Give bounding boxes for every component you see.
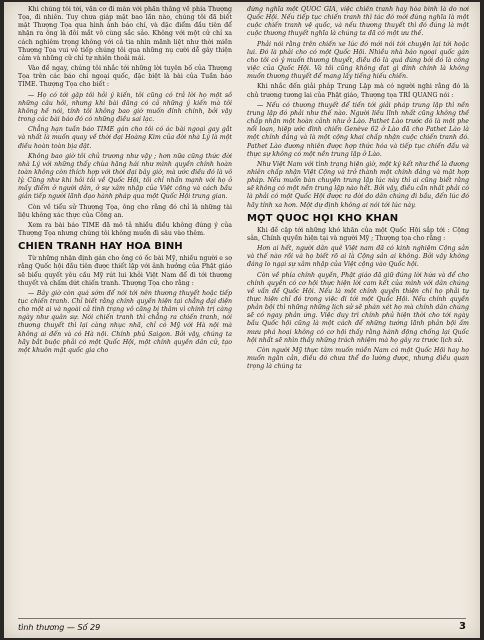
paragraph: Vào đề ngay, chúng tôi nhắc tới những lời tuyên bố của Thượng Tọa trên các báo chí ngoại quốc, đặc biệt là bài của Tuần báo TIME. Thượng Tọa cho biết : (18, 65, 232, 89)
quote-paragraph: Không bao giờ tôi chủ trương như vậy ; hơn nữa cũng thức đời nhà Lý với những thấy chùa hăng hái như mình quyền chính hoàn toàn không còn thích hợp với thời đại bây giờ, mà ước điều đó là vô lý. Cũng như khi hỏi tôi về Quốc Hội, tôi chỉ nhấn mạnh với họ ở mấy điểm ở người dân, ở sự xâm nhập của Việt cộng và cách bầu giản tiếp người lãnh đạo hành pháp qua một Quốc Hội trung gian. (18, 152, 232, 201)
magazine-name: tình thương (18, 623, 65, 632)
quote-paragraph: Phải nói rằng trên chiến xe lúc đó mới nói tới chuyện lại tới hoặc lui. Đó là phải cho có một Quốc Hội. Nhiều nhà báo ngoại quốc gán cho tôi có ý muốn thương thuyết, điều đó là quá đúng bởi đó là công việc của Quốc Hội. Và tôi cũng không đạt gì đính chính là không muốn thương thuyết để mang lấy tiếng hiếu chiến. (247, 40, 469, 81)
quote-paragraph: Như Việt Nam với tình trạng hiện giờ, một ký kết như thế là đương nhiên chấp nhận Việt Cộng và trở thành một chính đảng và mặt hợp pháp. Nếu muốn bàn chuyện trung lập lúc này thì ai cũng biết rằng sẽ không có một nền trung lập nào hết. Bởi vậy, điều cần nhất phải có là phải có một Quốc Hội được ra đời do dân chúng đi bầu, đến lúc đó hãy tính xa hơn. Một dự định không ai nói tới lúc này. (247, 160, 469, 209)
footer-rule (18, 618, 466, 619)
magazine-page (4, 2, 480, 638)
paragraph: Từ những nhận định gán cho ông có ốc bài Mỹ, nhiều người e sợ rằng Quốc hội đầu tiên được thiết lập với ảnh hưởng của Phật giáo sẽ biểu quyết yêu cầu Mỹ rút lui khỏi Việt Nam để đi tới thương thuyết và chấm dứt chiến tranh. Thượng Tọa cho rằng : (18, 255, 232, 287)
paragraph: Xem ra bài báo TIME đã mô tả nhiều điều không đúng ý của Thượng Tọa nhưng chúng tôi không muốn đi sâu vào thêm. (18, 221, 232, 238)
page-number: 3 (459, 621, 466, 632)
footer-magazine-info: tình thương — Số 29 (18, 623, 101, 632)
section-heading: MỘT QUỐC HỘI KHÓ KHĂN (247, 212, 399, 224)
quote-paragraph: — Họ có tới gặp tôi hỏi ý kiến, tôi cũng có trả lời họ một số những câu hỏi, nhưng khi bài đăng có cả những ý kiến mà tôi không hề nói, tính tôi không bao giờ muốn đính chính, bởi vậy trong các bài báo đó có những điều sai lạc. (18, 91, 232, 124)
quote-paragraph: — Nếu có thương thuyết để tiến tới giải pháp trung lập thì nền trung lập đó phải như thế nào. Người liều lĩnh nhất cũng không thể chấp nhận một hoàn cảnh như ở Lào. Pathet Lào trước đó là một phe nổi loạn, hiệp ước đình chiến Genève 62 ở Lào đã cho Pathet Lào là một chính đảng và là một cộng khai chấp nhận cuộc chiến tranh đó. Pathet Lào đương nhiên được hợp thức hóa và tiếp tục chiến đấu và thực sự không có một nền trung lập ở Lào. (247, 101, 469, 158)
section-heading: CHIẾN TRANH HAY HÒA BÌNH (18, 241, 183, 253)
quote-paragraph: Hơn ai hết, người dân quê Việt nam đã có kinh nghiệm Cộng sản và thế nào rồi và họ biết rõ ai là Cộng sản ai không. Bởi vậy không đáng lo ngại sự xâm nhập của Việt cộng vào Quốc hội. (247, 245, 469, 269)
paragraph: Khi đề cập tới những khó khăn của một Quốc Hội sắp tới : Cộng sản, Chính quyền hiện tại và người Mỹ ; Thượng tọa cho rằng : (247, 226, 469, 242)
right-column (247, 6, 469, 373)
quote-paragraph: — Bây giờ còn quá sớm để nói tới nên thương thuyết hoặc tiếp tục chiến tranh. Chỉ biết rằng chính quyền hiện tại chẳng đại diện cho một ai và ngoài cả tình trạng vô căng bị thâm vì chính trị càng ngày như quân sự. Nói chiến tranh thì chẳng ra chiến tranh, nói thương thuyết thì lại càng nhục nhã, chỉ có Mỹ với Hà nội mà không ai đến và có Hà nội. Chính phủ Saigon. Bởi vậy, chúng ta hãy bắt buộc phải có một Quốc Hội, một chính quyền dân cử, tạo một khuôn mặt quốc gia cho (18, 289, 232, 354)
quote-paragraph: đứng nghĩa một QUỐC GIA, việc chiến tranh hay hòa bình là do nơi Quốc Hội. Nếu tiếp tục chiến tranh thì tác đó mới đúng nghĩa là một cuộc chiến tranh vệ quốc, và nếu thương thuyết thì đó đúng là một cuộc thương thuyết nghĩa là chúng ta đã có một ưu thế. (247, 6, 469, 38)
left-column (18, 6, 232, 357)
issue-number: Số 29 (77, 623, 101, 632)
quote-paragraph: Chẳng hạn tuần báo TIME gán cho tôi có ác bài ngoại gay gắt và nhất là muốn quay về thời đại Hoàng Kim của đời nhà Lý là một điều hoàn toàn bịa đặt. (18, 126, 232, 150)
paragraph: Còn về tiểu sử Thượng Tọa, ông cho rằng đó chỉ là những tài liệu không xác thực của Công an. (18, 203, 232, 219)
paragraph: Khi nhắc đến giải pháp Trung Lập mà có người nghi rằng đó là chủ trương tương lai của Phật giáo, Thượng tọa TRÍ QUANG nói : (247, 83, 469, 99)
paragraph: Khi chúng tôi tới, vấn cơ đi màn với phần thắng về phía Thượng Tọa, đi nhiên. Tuy chưa giáp mặt bao lần nào, chúng tôi đã biết mặt Thượng Tọa qua hình ảnh báo chí, và đặc điểm đầu tiên để nhận ra ông là đôi mắt vô cùng sắc sảo. Không với một cử chỉ xa cách nghiêm trọng không với cả tia nhìn mãnh liệt như thời miền Thượng Tọa vui vẻ tiếp chúng tôi qua những nụ cười dễ gây thiện cảm và những cử chỉ tự nhiên thoải mái. (18, 6, 232, 62)
quote-paragraph: Còn về phía chính quyền, Phật giáo đã giữ đúng lời hứa và để cho chính quyền có cơ hội thực hiện lời cam kết của mình với dân chúng về vấn đề Quốc Hội. Nếu là một chính quyền thiện chí họ phải tự thực hiện chỉ đó trong việc đi tới một Quốc Hội. Nếu chính quyền phản bội thì những những lịch sử sẽ phán xét họ mà chính dân chúng sẽ có ngay phản ứng. Việc duy trì chính phủ hiện thời cho tới ngày bầu Quốc hội cũng là một cách để những tướng lãnh phản bội ấm mưu phá hoại không có cơ hội thấy rằng hành động chống lại Quốc hội nhất sẽ nhìn thấy những trách nhiệm mà họ gây ra trước lịch sử. (247, 271, 469, 344)
page-footer (18, 618, 466, 632)
quote-paragraph: Còn người Mỹ thực tâm muốn miền Nam có một Quốc Hội hay họ muốn ngăn cản, điều đó chưa thể đo lường được, nhưng điều quan trọng là chúng ta (247, 346, 469, 371)
